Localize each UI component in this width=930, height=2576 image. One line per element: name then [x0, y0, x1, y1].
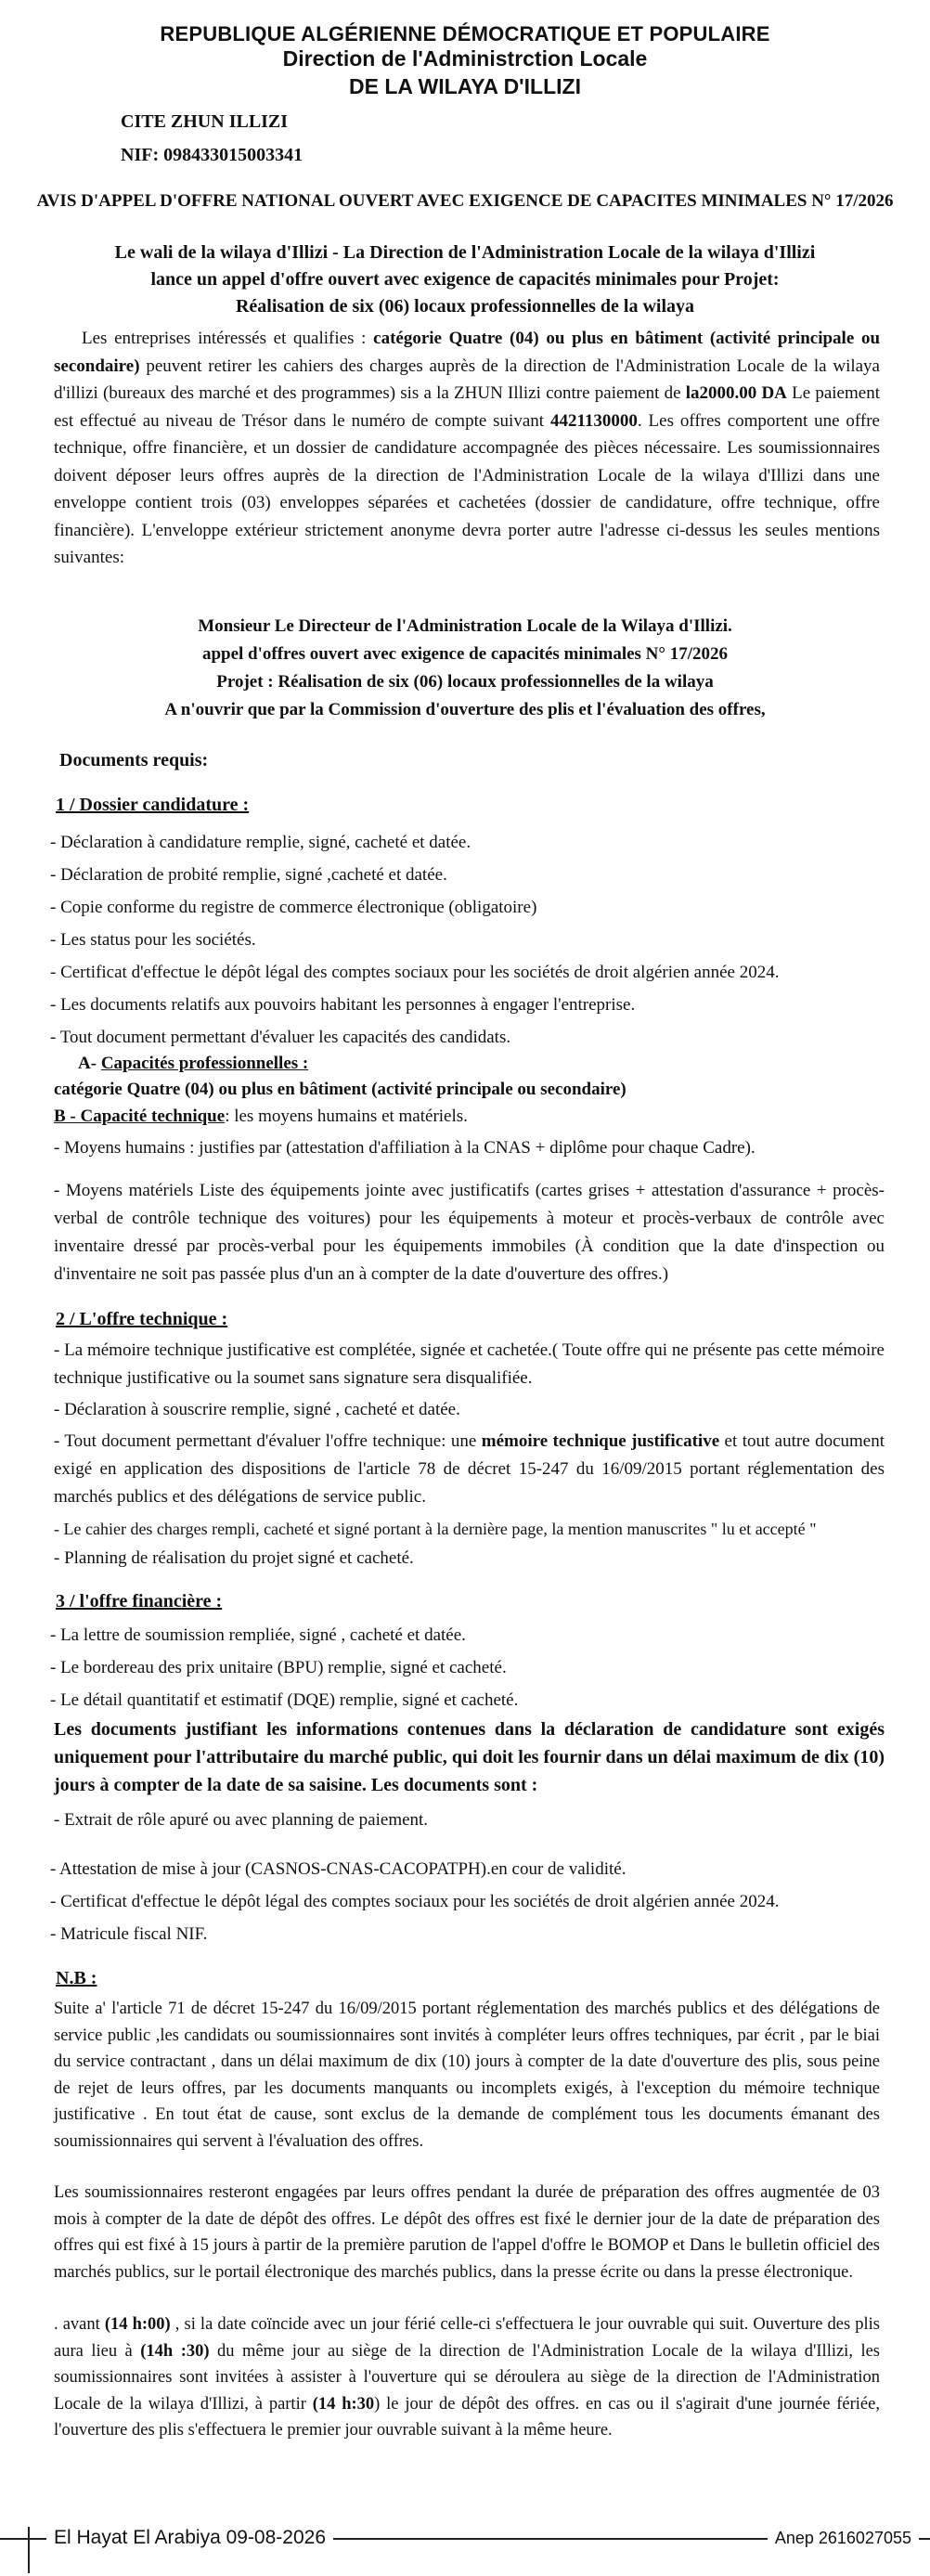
section-3-list-2	[50, 1853, 885, 1950]
footer-vertical-rule	[28, 2527, 30, 2573]
main-paragraph-part: Les entreprises intéressés et qualifies :	[82, 329, 374, 348]
cahier-charges-item: - Le cahier des charges rempli, cacheté et signé portant à la dernière page, la mention manuscrites " lu et accepté "	[54, 1520, 817, 1538]
nb-part: du même jour au siège de la direction de l'Administration Locale de la wilaya d'Illizi, les soumissionnaires sont invitées à assister à l'ouverture qui se déroulera au siège de la direction de l'Administration Locale de la wilaya d'Illizi, à partir	[54, 2341, 880, 2414]
list-item: - Déclaration à candidature remplie, signé, cacheté et datée.	[50, 833, 471, 852]
list-item: - Déclaration de probité remplie, signé ,cacheté et datée.	[50, 865, 447, 885]
moyens-materiels: - Moyens matériels Liste des équipements jointe avec justificatifs (cartes grises + attestation d'assurance + procès-verbal de contrôle technique des voitures) pour les équipements à moteur et procès-verbaux de contrôle avec inventaire dressé par procès-verbal pour les équipements immobiles (À condition que la date d'inspection ou d'inventaire ne soit pas passée plus d'un an à compter de la date d'ouverture des offres.)	[54, 1181, 885, 1284]
nb-part: ) le jour de dépôt des offres. en cas ou il s'agirait d'une journée fériée, l'ouverture des plis s'effectuera le premier jour ouvrable suivant à la même heure.	[54, 2394, 880, 2440]
section-3-list	[50, 1619, 885, 1716]
address-block	[56, 613, 874, 724]
notice-title: AVIS D'APPEL D'OFFRE NATIONAL OUVERT AVEC EXIGENCE DE CAPACITES MINIMALES N° 17/2026	[36, 191, 894, 211]
list-item: - La lettre de soumission rempliée, signé , cacheté et datée.	[50, 1625, 466, 1645]
opening-time: (14h :30)	[140, 2341, 210, 2361]
moyens-humains: - Moyens humains : justifies par (attestation d'affiliation à la CNAS + diplôme pour chaque Cadre).	[54, 1138, 756, 1158]
list-item: - Certificat d'effectue le dépôt légal des comptes sociaux pour les sociétés de droit algérien année 2024.	[50, 963, 780, 982]
list-item: - Les status pour les sociétés.	[50, 930, 256, 950]
declaration-item: - Déclaration à souscrire remplie, signé , cacheté et datée.	[54, 1400, 460, 1419]
wilaya-header: DE LA WILAYA D'ILLIZI	[349, 74, 581, 98]
capacites-professionnelles-text: catégorie Quatre (04) ou plus en bâtiment (activité principale ou secondaire)	[54, 1080, 626, 1099]
tout-document-item	[54, 1428, 885, 1511]
footer-bar	[0, 2518, 930, 2555]
publication-credit: El Hayat El Arabiya 09-08-2026	[46, 2527, 333, 2549]
address-line-2: appel d'offres ouvert avec exigence de capacités minimales N° 17/2026	[201, 644, 729, 664]
documents-justifiant-paragraph: Les documents justifiant les informations contenues dans la déclaration de candidature sont exigés uniquement pour l'attributaire du marché public, qui doit les fournir dans un délai maximum de dix (10) jours à compter de la date de sa saisine. Les documents sont :	[54, 1719, 885, 1795]
sub-label: B -	[54, 1107, 81, 1126]
nb-paragraph-3	[54, 2311, 880, 2444]
capacites-professionnelles-heading	[78, 1054, 308, 1074]
extrait-role-item: - Extrait de rôle apuré ou avec planning de paiement.	[54, 1810, 429, 1830]
intro-block	[56, 239, 874, 320]
address-line-3: Projet : Réalisation de six (06) locaux professionnelles de la wilaya	[216, 672, 714, 692]
item-part: et tout autre document exigé en application des dispositions de l'article 78 de décret 15-247 du 16/09/2015 portant réglementation des marchés publics et des délégations de service public.	[54, 1431, 885, 1507]
main-paragraph	[54, 325, 880, 572]
main-paragraph-part: peuvent retirer les cahiers des charges auprès de la direction de l'Administration Locale de la wilaya d'illizi (bureaux des marché et des programmes) sis a la ZHUN Illizi contre paiement de	[54, 356, 880, 403]
sub-title: Capacités professionnelles :	[100, 1054, 309, 1073]
cite-address: CITE ZHUN ILLIZI	[121, 111, 289, 132]
capacite-technique-heading	[54, 1107, 468, 1127]
planning-item: - Planning de réalisation du projet signé et cacheté.	[54, 1548, 414, 1568]
list-item: - Certificat d'effectue le dépôt légal des comptes sociaux pour les sociétés de droit algérien année 2024.	[50, 1892, 780, 1911]
sub-title: Capacité technique	[80, 1107, 226, 1126]
opening-time-2: (14 h:30	[312, 2394, 375, 2414]
list-item: - Attestation de mise à jour (CASNOS-CNAS-CACOPATPH).en cour de validité.	[50, 1859, 626, 1879]
memoire-technique-item: - La mémoire technique justificative est complétée, signée et cachetée.( Toute offre qui ne présente pas cette mémoire technique justificative ou la soumet sans signature sera disqualifiée.	[54, 1340, 885, 1388]
list-item: - Le bordereau des prix unitaire (BPU) remplie, signé et cacheté.	[50, 1658, 507, 1677]
nb-title: N.B :	[56, 1968, 97, 1988]
section-3-title: 3 / l'offre financière :	[56, 1591, 223, 1612]
intro-line-1: Le wali de la wilaya d'Illizi - La Direction de l'Administration Locale de la wilaya d'Illizi	[114, 242, 816, 263]
address-line-4: A n'ouvrir que par la Commission d'ouverture des plis et l'évaluation des offres,	[164, 700, 766, 719]
list-item: - Matricule fiscal NIF.	[50, 1924, 208, 1944]
list-item: - Les documents relatifs aux pouvoirs habitant les personnes à engager l'entreprise.	[50, 995, 636, 1015]
list-item: - Le détail quantitatif et estimatif (DQE) remplie, signé et cacheté.	[50, 1690, 519, 1710]
main-paragraph-part: . Les offres comportent une offre technique, offre financière, et un dossier de candidature accompagnée des pièces nécessaire. Les soumissionnaires doivent déposer leurs offres auprès de la direction de l'Administration Locale de la wilaya d'Illizi dans une enveloppe contient trois (03) enveloppes séparées et cachetées (dossier de candidature, offre technique, offre financière). L'enveloppe extérieur strictement anonyme devra porter autre l'adresse ci-dessus les seules mentions suivantes:	[54, 410, 880, 567]
sub-label: A-	[78, 1054, 101, 1073]
nif-number: NIF: 098433015003341	[121, 145, 304, 165]
section-1-list	[50, 826, 885, 1054]
nb-paragraph-1: Suite a' l'article 71 de décret 15-247 du 16/09/2015 portant réglementation des marchés publics et des délégations de service public ,les candidats ou soumissionnaires sont invités à compléter leurs offres techniques, par écrit , par le biai du service contractant , dans un délai maximum de dix (10) jours à compter de la date d'ouverture des plis, sous peine de rejet de leurs offres, par les documents manquants ou incomplets exigés, à l'exception du mémoire technique justificative . En tout état de cause, sont exclus de la demande de complément tous les documents émanant des soumissionnaires qui servent à l'évaluation des offres.	[54, 2000, 880, 2151]
address-line-1: Monsieur Le Directeur de l'Administration Locale de la Wilaya d'Illizi.	[198, 616, 732, 636]
list-item: - Tout document permettant d'évaluer les capacités des candidats.	[50, 1028, 511, 1047]
item-part: - Tout document permettant d'évaluer l'offre technique: une	[54, 1431, 482, 1451]
payment-amount: la2000.00 DA	[685, 383, 787, 403]
documents-required-heading: Documents requis:	[59, 750, 209, 770]
anep-reference: Anep 2616027055	[768, 2529, 919, 2548]
main-paragraph-part: Le paiement est effectué au niveau de Trésor dans le numéro de compte suivant	[54, 383, 880, 431]
direction-header: Direction de l'Administrction Locale	[282, 46, 648, 71]
item-part-bold: mémoire technique justificative	[481, 1431, 720, 1451]
republic-header: REPUBLIQUE ALGÉRIENNE DÉMOCRATIQUE ET POPULAIRE	[160, 22, 770, 45]
nb-part: . avant	[54, 2315, 105, 2334]
section-2-title: 2 / L'offre technique :	[56, 1309, 228, 1329]
deadline-time: (14 h:00)	[104, 2315, 171, 2334]
section-1-title: 1 / Dossier candidature :	[56, 795, 250, 815]
intro-line-3: Réalisation de six (06) locaux professionnelles de la wilaya	[235, 296, 695, 317]
list-item: - Copie conforme du registre de commerce électronique (obligatoire)	[50, 898, 537, 917]
account-number: 4421130000	[549, 410, 638, 431]
intro-line-2: lance un appel d'offre ouvert avec exigence de capacités minimales pour Projet:	[150, 269, 780, 290]
category-requirement: catégorie Quatre (04) ou plus en bâtiment (activité principale ou secondaire)	[54, 329, 881, 376]
nb-paragraph-2: Les soumissionnaires resteront engagées par leurs offres pendant la durée de préparation des offres augmentée de 03 mois à compter de la date de dépôt des offres. Le dépôt des offres est fixé le dernier jour de la date de préparation des offres qui est fixé à 15 jours à partir de la première parution de l'appel d'offre le BOMOP et Dans le bulletin officiel des marchés publics, sur le portail électronique des marchés publics, dans la presse écrite ou dans la presse électronique.	[54, 2183, 880, 2282]
nb-part: , si la date coïncide avec un jour férié celle-ci s'effectuera le jour ouvrable qui suit. Ouverture des plis aura lieu à	[54, 2315, 880, 2361]
sub-text: : les moyens humains et matériels.	[225, 1107, 468, 1126]
